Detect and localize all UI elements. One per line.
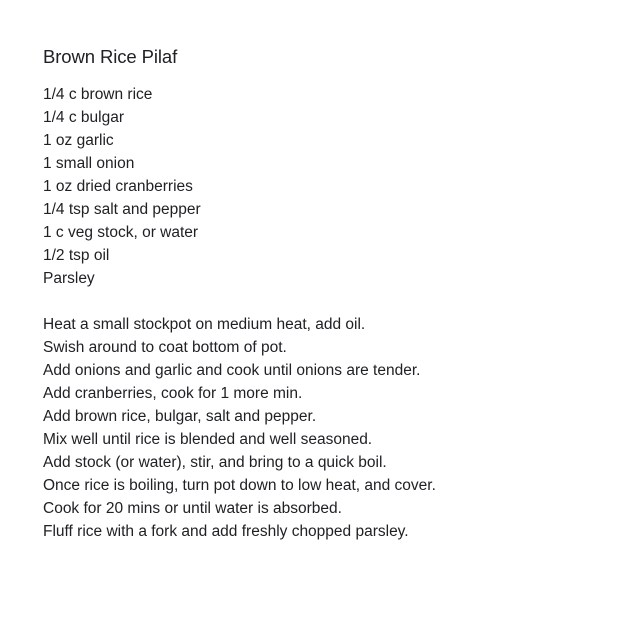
recipe-document	[43, 44, 623, 543]
ingredient-item: 1/4 tsp salt and pepper	[43, 201, 201, 218]
ingredient-item: 1 oz dried cranberries	[43, 178, 193, 195]
direction-step: Swish around to coat bottom of pot.	[43, 339, 287, 356]
recipe-title: Brown Rice Pilaf	[43, 46, 178, 67]
direction-step: Fluff rice with a fork and add freshly chopped parsley.	[43, 523, 409, 540]
ingredient-item: 1/2 tsp oil	[43, 247, 110, 264]
directions-list	[43, 313, 623, 543]
section-spacer	[43, 290, 623, 313]
ingredients-list	[43, 83, 623, 290]
direction-step: Mix well until rice is blended and well seasoned.	[43, 431, 373, 448]
direction-step: Add onions and garlic and cook until onions are tender.	[43, 362, 421, 379]
direction-step: Add stock (or water), stir, and bring to a quick boil.	[43, 454, 387, 471]
ingredient-item: 1 oz garlic	[43, 132, 114, 149]
ingredient-item: 1/4 c bulgar	[43, 109, 124, 126]
ingredient-item: 1 small onion	[43, 155, 135, 172]
ingredient-item: Parsley	[43, 270, 95, 287]
direction-step: Add cranberries, cook for 1 more min.	[43, 385, 303, 402]
ingredient-item: 1 c veg stock, or water	[43, 224, 199, 241]
direction-step: Cook for 20 mins or until water is absorbed.	[43, 500, 342, 517]
ingredient-item: 1/4 c brown rice	[43, 86, 153, 103]
direction-step: Add brown rice, bulgar, salt and pepper.	[43, 408, 317, 425]
direction-step: Heat a small stockpot on medium heat, add oil.	[43, 316, 366, 333]
direction-step: Once rice is boiling, turn pot down to low heat, and cover.	[43, 477, 436, 494]
